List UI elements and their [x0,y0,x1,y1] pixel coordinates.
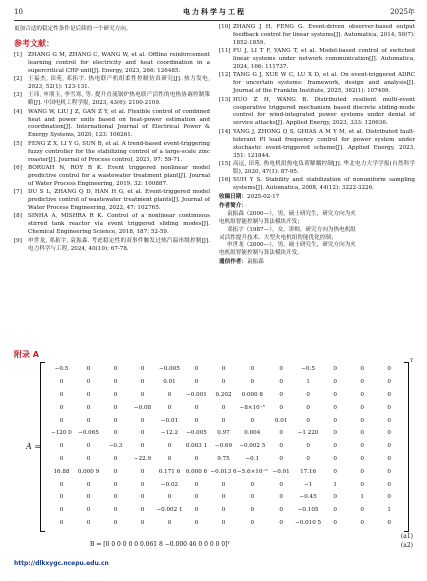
matrix-cell: 0 [360,519,364,526]
page-header [14,6,415,18]
matrix-cell: 1 [387,507,391,514]
matrix-cell: 0 [167,519,172,526]
matrix-cell: 0 [59,455,64,462]
matrix-cell: 0 [221,379,226,386]
matrix-row [48,401,403,414]
right-column [219,24,415,267]
reference-item [14,109,210,141]
reference-text: ZHANG G M, ZHANG C, WANG W, et al. Offline reinforcement learning control for electricity and heat coordination in a supercritical CHP unit[J]. Energy, 2023, 266: 126485. [28,51,210,74]
matrix-cell: 0.01 [274,417,288,424]
reference-number: [16] [219,177,231,184]
reference-number: [9] [14,237,22,244]
matrix-cell: 0 [140,468,145,475]
matrix-cell: 0 [333,494,337,501]
matrix-cell: 0 [250,507,255,514]
author-bio-line: 申世龙（2000—），男，硕士研究生，研究方向为火 [227,242,356,249]
reference-item [219,24,415,48]
matrix-cell: −0.69 [214,443,233,450]
matrix-row [48,517,403,530]
matrix-cell: −0.002 5 [239,443,266,450]
reference-item [219,161,415,177]
references-title: 参考文献： [14,38,54,48]
reference-item [219,177,415,193]
author-bio-line: 灵活性提升技术、大型火电机组智能优化控制； [219,234,337,241]
matrix-cell: 0 [140,366,145,373]
reference-item [14,213,210,237]
matrix-cell: 0 [333,468,337,475]
reference-item [14,189,210,213]
matrix-cell: 0 [279,404,283,411]
matrix-cell: −0.013 6 [210,468,237,475]
matrix-cell: 0 [250,494,255,501]
matrix-cell: 0.000 9 [77,468,100,475]
author-bio-line: 电机组智能控制与算法模块开发； [219,218,303,225]
matrix-cell: 9.75 [217,455,230,462]
matrix-cell: 0.003 1 [185,443,208,450]
matrix-cell: 0 [86,391,91,398]
reference-number: [12] [219,72,231,79]
matrix-cell: 0 [333,417,337,424]
appendix-title: 附录 A [14,350,39,359]
matrix-cell: 0 [113,430,118,437]
matrix-left-bracket [40,362,45,532]
matrix-cell: 0 [86,519,91,526]
matrix-cell: 0 [360,391,364,398]
reference-item [14,76,210,92]
matrix-cell: −0.005 [186,430,207,437]
journal-title: 电力科学与工程 [183,7,246,16]
reference-text: TANG G J, XUE W C, LU X D, et al. On event-triggered ADRC for uncertain systems: framework, design and analysis[J]. Journal of the Franklin Institute, 2025, 362(1): 107409. [233,72,415,95]
matrix-cell: 0 [279,519,283,526]
matrix-cell: 0.004 [244,430,261,437]
matrix-cell: 0 [250,519,255,526]
matrix-cell: 0 [306,391,310,398]
matrix-cell: 0 [279,391,283,398]
matrix-cell: 0 [360,404,364,411]
matrix-cell: −0.08 [133,404,152,411]
matrix-cell: 0 [279,366,283,373]
matrix-cell: 0 [59,379,64,386]
matrix-cell: −0.105 [297,507,319,514]
matrix-cell: 0 [333,519,337,526]
matrix-cell: 0 [387,468,391,475]
received-date [219,194,415,202]
matrix-cell: 0 [59,404,64,411]
reference-text: WANG W, LIU J Z, GAN Z Y, et al. Flexible control of combined heat and power units based on heat-power estimation and coordination[J]. International Journal of Electrical Power & Energy Systems, 2020, 123: 106261. [28,108,210,139]
reference-text: YANG J, ZHONG Q S, GHIAS A M Y M, et al. Distributed fault-tolerant PI load frequency control for power system under stochastic event-triggered scheme[J]. Applied Energy, 2023, 351: 121844. [233,128,415,159]
left-column [14,24,210,254]
reference-text: SINHA A, MISHRA R K. Control of a nonlinear continuous stirred tank reactor via event triggered sliding modes[J]. Chemical Engineering Science, 2018, 187: 52-59. [28,213,210,236]
matrix-cell: 0 [113,455,118,462]
reference-text: BORUAH N, ROY B K. Event triggered nonlinear model predictive control for a wastewater treatment plant[J]. Journal of Water Process Engineering, 2019, 32: 100887. [28,165,210,187]
matrix-cell: −22.9 [133,455,152,462]
reference-number: [14] [219,128,231,135]
matrix-cell: 0 [360,366,364,373]
matrix-cell: 0 [113,494,118,501]
matrix-cell: 0 [279,379,283,386]
matrix-cell: 0 [86,379,91,386]
matrix-cell: 0 [387,443,391,450]
matrix-cell: −0.02 [160,481,179,488]
matrix-cell: 0 [59,494,64,501]
matrix-cell: −120 0 [51,430,72,437]
reference-number: [4] [14,108,22,115]
matrix-cell: 0 [86,481,91,488]
matrix-cell: 0 [333,507,337,514]
corresponding-author [219,259,415,267]
matrix-cell: 0 [221,519,226,526]
reference-item [219,72,415,96]
matrix-cell: 0 [333,404,337,411]
matrix-cell: 0 [140,481,145,488]
reference-item [219,97,415,129]
matrix-cell: 0 [140,507,145,514]
received-label: 收稿日期： [219,194,247,201]
matrix-cell: −0.01 [272,468,290,475]
matrix-row [48,376,403,389]
reference-item [219,48,415,72]
matrix-cell: 0 [306,404,310,411]
matrix-cell: −0.5 [301,366,315,373]
reference-number: [13] [219,96,231,103]
matrix-cell: 0 [221,481,226,488]
matrix-cell: 0 [113,468,118,475]
matrix-cell: 0 [140,443,145,450]
matrix-cell: 0 [360,443,364,450]
matrix-cell: 0 [306,455,310,462]
matrix-cell: −0.3 [108,443,123,450]
matrix-cell: 0 [194,519,199,526]
matrix-cell: −0.5 [54,366,69,373]
matrix-cell: 0 [221,366,226,373]
matrix-cell: 0 [360,507,364,514]
matrix-cell: 0 [387,391,391,398]
matrix-cell: 1 [306,379,310,386]
matrix-cell: −0.01 [160,417,179,424]
matrix-cell: −8×10⁻⁵ [239,404,265,411]
matrix-cell: 0 [86,507,91,514]
matrix-row [48,389,403,402]
matrix-cell: 0 [86,366,91,373]
matrix-cell: 0.000 8 [241,391,263,398]
matrix-cell: 0 [333,455,337,462]
matrix-cell: 0 [194,417,199,424]
matrix-cell: 0 [279,430,283,437]
matrix-cell: −1 [303,481,313,488]
matrix-cell: 0 [387,481,391,488]
matrix-cell: 0 [194,404,199,411]
matrix-cell: 0 [59,417,64,424]
matrix-cell: 16.88 [53,468,70,475]
matrix-cell: 0 [140,494,145,501]
reference-item [14,141,210,165]
matrix-cell: 0.202 [215,391,232,398]
matrix-cell: 0 [113,481,118,488]
author-bio-line: 袁振森（2000—），男，硕士研究生，研究方向为火 [227,210,356,217]
matrix-cell: 0 [86,455,91,462]
author-bio-line: 邓拓宇（1987—），女，讲师，研究方向为热电机组 [227,226,356,233]
matrix-cell: 0 [333,379,337,386]
corresponding-label: 通信作者： [219,259,247,266]
matrix-cell: 0 [86,494,91,501]
matrix-cell: 0 [279,443,283,450]
matrix-cell: 0 [221,417,226,424]
reference-item [14,92,210,108]
matrix-cell: −0.005 [159,366,180,373]
matrix-cell: 0 [167,404,172,411]
matrix-cell: −1 220 [297,430,319,437]
matrix-cell: 0 [387,379,391,386]
matrix-row [48,478,403,491]
matrix-cell: 0 [221,494,226,501]
matrix-cell: 0 [140,417,145,424]
matrix-cell: 0 [140,379,145,386]
matrix-cell: 0 [360,417,364,424]
reference-text: 高远, 田苑. 热电机组热电负荷解耦控制[J]. 华北电力大学学报(自然科学版), 2020, 47(1): 87-95. [233,160,415,175]
authors-label: 作者简介： [219,202,247,209]
matrix-cell: 17.16 [300,468,317,475]
matrix-cell: −5.6×10⁻⁵ [237,468,268,475]
matrix-label: A = [26,442,42,451]
matrix-cell: 0 [167,391,172,398]
corresponding-value: 袁振森 [246,259,264,266]
author-bios [219,211,415,258]
matrix-a [48,363,403,529]
reference-item [14,238,210,254]
matrix-cell: 0 [59,443,64,450]
matrix-cell: −0.002 1 [156,507,183,514]
matrix-cell: 0 [250,481,255,488]
matrix-cell: 0 [360,455,364,462]
page-number: 10 [14,8,23,16]
matrix-cell: 0 [194,366,199,373]
matrix-cell: 0 [360,468,364,475]
reference-number: [11] [219,48,231,55]
header-rule [14,20,415,21]
matrix-cell: 0 [387,455,391,462]
matrix-row [48,427,403,440]
matrix-row [48,363,403,376]
matrix-cell: 0 [387,519,391,526]
footer-url[interactable]: http://dlkxygc.ncepu.edu.cn [14,560,109,567]
matrix-row [48,504,403,517]
matrix-cell: 0 [113,507,118,514]
matrix-row [48,491,403,504]
reference-item [14,52,210,76]
matrix-cell: 0 [279,481,283,488]
matrix-cell: 0 [140,430,145,437]
matrix-cell: −0.001 [186,391,207,398]
matrix-cell: 0 [113,417,118,424]
matrix-cell: 0 [387,494,391,501]
matrix-cell: −0.1 [245,455,260,462]
matrix-cell: 0.01 [163,379,176,386]
matrix-cell: 0 [333,443,337,450]
matrix-cell: −12.2 [160,430,179,437]
matrix-cell: 0 [86,443,91,450]
matrix-cell: 0 [279,507,283,514]
matrix-cell: 0 [86,404,91,411]
matrix-row [48,465,403,478]
matrix-transpose: T [410,358,414,364]
reference-text: FENG Z X, LI Y G, SUN B, et al. A trend-based event-triggering fuzzy controller for the stabilizing control of a large-scale zinc roaster[J]. Journal of Process control, 2021, 97: 59-71. [28,140,210,163]
reference-number: [5] [14,140,22,147]
matrix-cell: −0.45 [299,494,317,501]
matrix-cell: 0 [194,494,199,501]
matrix-cell: 0 [113,404,118,411]
matrix-cell: 0 [387,366,391,373]
matrix-cell: 0 [194,507,199,514]
reference-number: [1] [14,51,22,58]
matrix-cell: 0 [113,391,118,398]
reference-item [14,165,210,189]
matrix-cell: 0 [167,455,172,462]
matrix-cell: 0 [387,404,391,411]
matrix-row [48,453,403,466]
reference-number: [6] [14,165,22,171]
reference-number: [7] [14,189,22,196]
reference-text: 王玮, 申朋玉, 李雪寒, 等. 提升直流锅炉热电联产活性的电热协调控制策略[J]. 中国电机工程学报, 2023, 43(6): 2100-2109. [28,92,210,107]
lead-text: 更加合适的稳定性条件是后续的一个研究方向。 [14,26,132,32]
matrix-cell: 0 [306,443,310,450]
matrix-cell: 0 [250,379,255,386]
matrix-cell: 0 [59,391,64,398]
matrix-cell: 0 [279,455,283,462]
matrix-cell: 0 [360,481,364,488]
matrix-cell: 0 [360,379,364,386]
matrix-cell: 0 [59,519,64,526]
matrix-cell: 0 [387,417,391,424]
matrix-cell: 0 [333,430,337,437]
matrix-right-bracket [404,362,409,532]
matrix-cell: 0 [113,379,118,386]
matrix-cell: 0 [279,494,283,501]
matrix-cell: 0 [250,366,255,373]
received-value: 2025-02-17 [246,194,280,201]
matrix-cell: 0.171 6 [158,468,181,475]
reference-number: [15] [219,160,231,167]
author-bio-line: 电机组智能控制与算法模块开发。 [219,250,303,257]
matrix-cell: 0 [113,519,118,526]
reference-number: [8] [14,213,22,220]
equation-number-a2: (a2) [400,542,413,549]
matrix-cell: 0 [167,494,172,501]
references-list-left [14,52,210,254]
reference-text: ZHANG J H, FENG G. Event-driven observer-based output feedback control for linear systems[J]. Automatica, 2014, 50(7): 1852-1859. [233,24,415,46]
equation-b: B = [0 0 0 0 0 0 0.061 8 −0.000 46 0 0 0 0 0]ᵀ [90,541,230,548]
reference-number: [10] [219,24,231,30]
matrix-cell: 0 [333,391,337,398]
reference-text: 王福杰, 田苑, 邓拓宇. 热电联产机组柔性控制仿真研究[J]. 热力发电, 2023, 52(1): 123-131. [28,76,210,90]
reference-number: [2] [14,76,22,83]
matrix-cell: 0 [59,481,64,488]
matrix-cell: −0.065 [78,430,99,437]
matrix-cell: 0 [140,519,145,526]
matrix-cell: 0 [59,507,64,514]
matrix-cell: −0.010 5 [295,519,322,526]
reference-number: [3] [14,92,22,99]
reference-text: HUO Z H, WANG B. Distributed resilient multi-event cooperative triggered mechanism based discrete sliding-mode control for wind-integrated power systems under denial of service attacks[J]. Applied Energy, 2023, 333: 120636. [233,96,415,127]
matrix-cell: 0.000 6 [185,468,208,475]
matrix-cell: 0 [387,430,391,437]
matrix-cell: 0.97 [217,430,230,437]
matrix-cell: 0 [140,391,145,398]
matrix-row [48,440,403,453]
matrix-cell: 0 [86,417,91,424]
matrix-cell: 0 [360,430,364,437]
matrix-cell: 0 [194,481,199,488]
matrix-cell: 0 [194,379,199,386]
matrix-cell: 0 [167,443,172,450]
reference-text: DU S L, ZHANG Q D, HAN H G, et al. Event-triggered model predictive control of wastewater treatment plants[J]. Journal of Water Process Engineering, 2022, 47: 102765. [28,189,210,212]
reference-text: FU J, LI T F, YANG T, et al. Model-based control of switched linear systems under network communication[J]. Automatica, 2024, 166: 111737. [233,48,415,71]
header-year: 2025年 [390,8,415,16]
matrix-row [48,414,403,427]
matrix-cell: 0 [194,455,199,462]
matrix-cell: 1 [333,481,337,488]
equation-number-a1: (a1) [400,533,413,540]
reference-text: SUH Y S. Stability and stabilization of nonuniform sampling systems[J]. Automatica, 2008, 44(12): 3222-3226. [233,177,415,192]
references-list-right [219,24,415,193]
matrix-cell: 0 [250,417,255,424]
matrix-cell: 0 [221,507,226,514]
matrix-cell: 0 [221,404,226,411]
matrix-cell: 1 [360,494,364,501]
reference-item [219,129,415,161]
matrix-cell: 0 [333,366,337,373]
matrix-cell: 0 [113,366,118,373]
matrix-cell: 0 [306,417,310,424]
reference-text: 申世龙, 邓拓宇, 袁振森. 考虑稳定性的双事件触发过热汽温串级控制[J]. 电力科学与工程, 2024, 40(10): 67-78. [28,237,210,252]
